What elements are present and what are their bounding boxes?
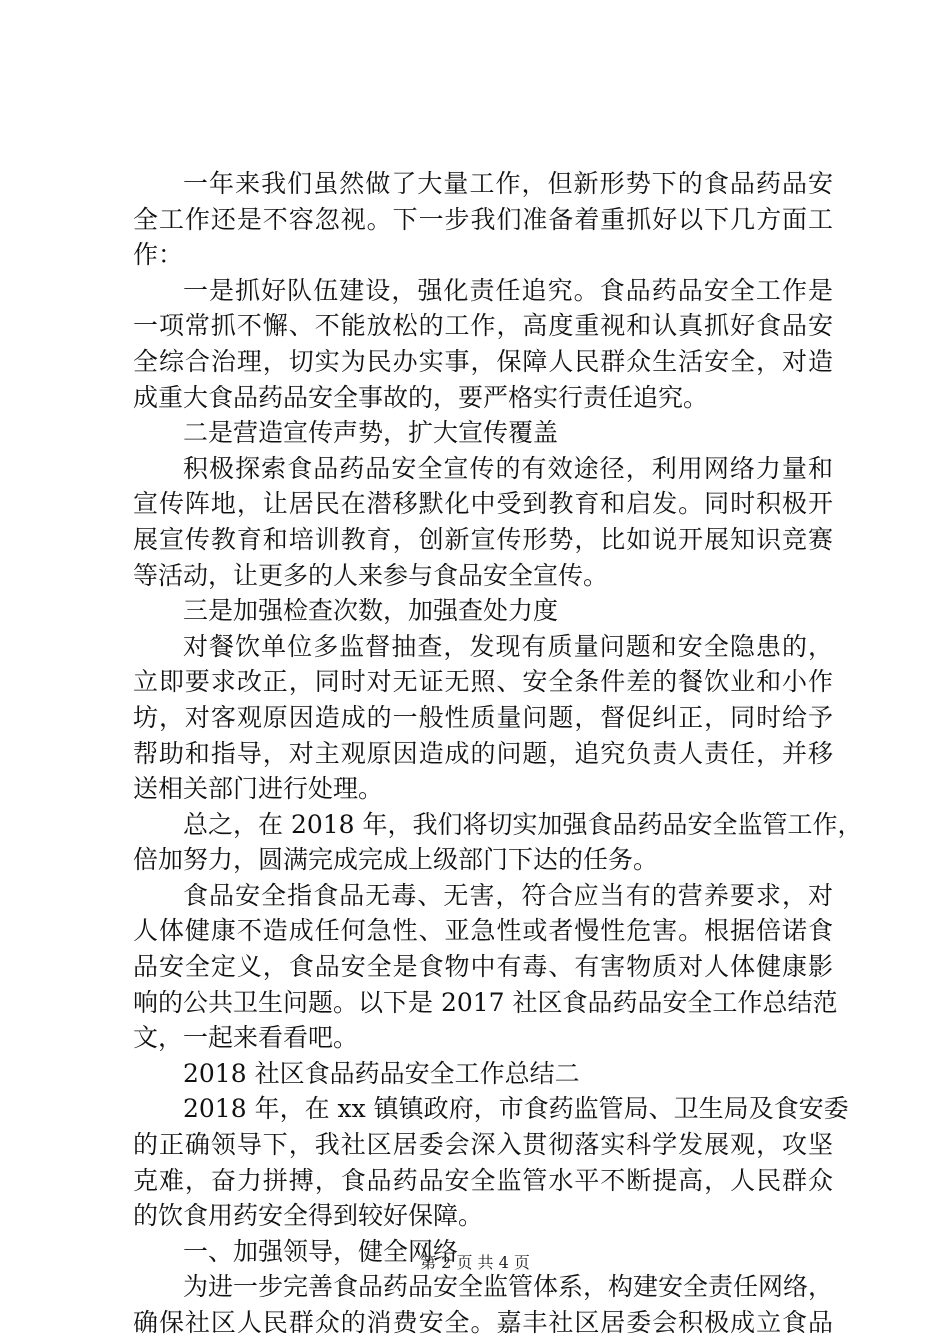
- text-line: 克难，奋力拼搏，食品药品安全监管水平不断提高，人民群众: [133, 1165, 833, 1195]
- text-line: 确保社区人民群众的消费安全。嘉丰社区居委会积极成立食品: [133, 1308, 833, 1337]
- text-line: 倍加努力，圆满完成完成上级部门下达的任务。: [133, 845, 659, 875]
- text-line: 帮助和指导，对主观原因造成的问题，追究负责人责任，并移: [133, 738, 833, 768]
- text-line: 全综合治理，切实为民办实事，保障人民群众生活安全，对造: [133, 346, 833, 376]
- text-line: 作：: [133, 240, 184, 270]
- text-line: 立即要求改正，同时对无证无照、安全条件差的餐饮业和小作: [133, 667, 833, 697]
- text-line: 的饮食用药安全得到较好保障。: [133, 1201, 484, 1231]
- text-line: 一是抓好队伍建设，强化责任追究。食品药品安全工作是: [183, 275, 833, 305]
- text-line: 送相关部门进行处理。: [133, 774, 384, 804]
- text-line: 食品安全指食品无毒、无害，符合应当有的营养要求，对: [183, 880, 833, 910]
- section-heading: 一、加强领导，健全网络: [183, 1236, 459, 1266]
- text-line: 人体健康不造成任何急性、亚急性或者慢性危害。根据倍诺食: [133, 916, 833, 946]
- section-heading: 二是营造宣传声势，扩大宣传覆盖: [183, 418, 559, 448]
- text-line: 总之，在 2018 年，我们将切实加强食品药品安全监管工作，: [183, 809, 863, 839]
- text-line: 文，一起来看看吧。: [133, 1023, 359, 1053]
- text-line: 对餐饮单位多监督抽查，发现有质量问题和安全隐患的，: [183, 631, 833, 661]
- page-number-footer: 第 2 页 共 4 页: [420, 1253, 530, 1272]
- document-body: [133, 166, 863, 1341]
- text-line: 响的公共卫生问题。以下是 2017 社区食品药品安全工作总结范: [133, 987, 838, 1017]
- section-heading: 三是加强检查次数，加强查处力度: [183, 596, 559, 626]
- text-line: 宣传阵地，让居民在潜移默化中受到教育和启发。同时积极开: [133, 489, 833, 519]
- text-line: 展宣传教育和培训教育，创新宣传形势，比如说开展知识竞赛: [133, 524, 833, 554]
- text-line: 全工作还是不容忽视。下一步我们准备着重抓好以下几方面工: [133, 204, 833, 234]
- text-line: 坊，对客观原因造成的一般性质量问题，督促纠正，同时给予: [133, 702, 833, 732]
- text-line: 为进一步完善食品药品安全监管体系，构建安全责任网络，: [183, 1272, 834, 1302]
- document-subtitle: 2018 社区食品药品安全工作总结二: [183, 1058, 580, 1088]
- text-line: 成重大食品药品安全事故的，要严格实行责任追究。: [133, 382, 709, 412]
- text-line: 积极探索食品药品安全宣传的有效途径，利用网络力量和: [183, 453, 833, 483]
- text-line: 2018 年，在 xx 镇镇政府，市食药监管局、卫生局及食安委: [183, 1094, 849, 1124]
- text-line: 一项常抓不懈、不能放松的工作，高度重视和认真抓好食品安: [133, 311, 833, 341]
- text-line: 的正确领导下，我社区居委会深入贯彻落实科学发展观，攻坚: [133, 1130, 833, 1160]
- text-line: 等活动，让更多的人来参与食品安全宣传。: [133, 560, 609, 590]
- text-line: 品安全定义，食品安全是食物中有毒、有害物质对人体健康影: [133, 952, 833, 982]
- text-line: 一年来我们虽然做了大量工作，但新形势下的食品药品安: [183, 169, 833, 198]
